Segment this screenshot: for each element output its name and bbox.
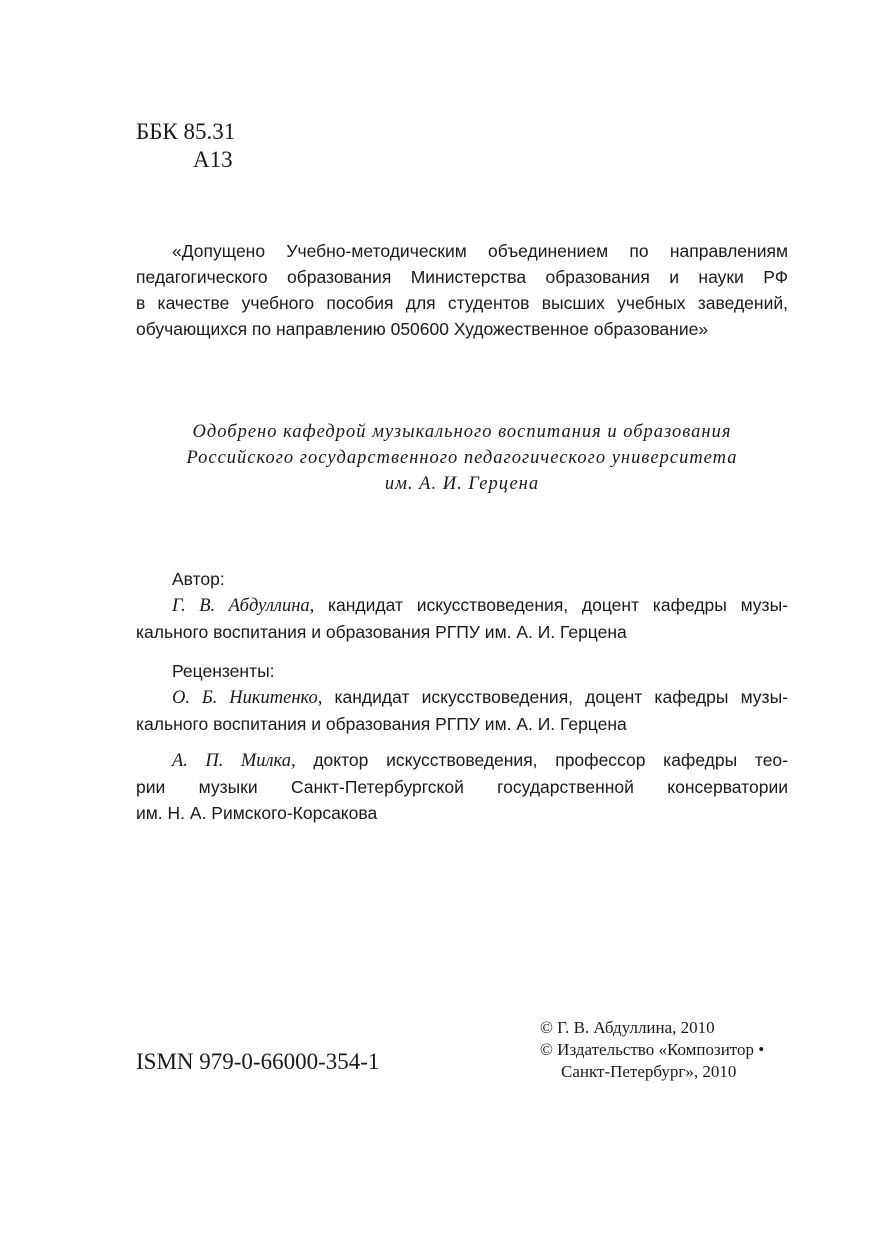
author-section	[136, 566, 788, 645]
author-line: кального воспитания и образования РГПУ им. А. И. Герцена	[136, 622, 627, 642]
reviewer-entry	[136, 684, 788, 737]
reviewer-name: О. Б. Никитенко,	[172, 688, 323, 708]
author-entry	[136, 592, 788, 645]
author-line	[136, 592, 788, 619]
copyright-line: Санкт-Петербург», 2010	[561, 1062, 737, 1081]
author-name: Г. В. Абдуллина,	[172, 596, 315, 616]
copyright-block	[540, 1017, 800, 1083]
ismn-number: ISMN 979-0-66000-354-1	[136, 1049, 380, 1074]
author-credentials: кандидат искусствоведения, доцент кафедры музы-	[314, 595, 788, 615]
approval-line: в качестве учебного пособия для студентов высших учебных заведений,	[136, 293, 788, 313]
reviewers-section	[136, 658, 788, 826]
reviewer-line: кального воспитания и образования РГПУ им. А. И. Герцена	[136, 714, 627, 734]
endorsement-line: им. А. И. Герцена	[384, 474, 540, 494]
reviewer-line: рии музыки Санкт-Петербургской государственной консерватории	[136, 777, 788, 797]
department-endorsement	[136, 419, 788, 497]
bbk-code: ББК 85.31	[136, 119, 236, 144]
reviewer-credentials: доктор искусствоведения, профессор кафедры тео-	[295, 750, 788, 770]
reviewer-line	[136, 747, 788, 774]
approval-line: «Допущено Учебно-методическим объединением по направлениям	[172, 241, 788, 261]
reviewer-credentials: кандидат искусствоведения, доцент кафедры музы-	[322, 687, 788, 707]
copyright-line: © Издательство «Композитор •	[540, 1040, 765, 1059]
endorsement-line: Российского государственного педагогического университета	[186, 448, 738, 468]
endorsement-line: Одобрено кафедрой музыкального воспитания и образования	[192, 422, 732, 442]
approval-statement	[136, 238, 788, 342]
approval-line: обучающихся по направлению 050600 Художественное образование»	[136, 319, 709, 339]
author-heading: Автор:	[172, 569, 225, 589]
reviewers-heading: Рецензенты:	[172, 661, 275, 681]
copyright-line: © Г. В. Абдуллина, 2010	[540, 1018, 715, 1037]
reviewer-entry	[136, 747, 788, 826]
bbk-author-sign: А13	[193, 147, 233, 172]
reviewer-name: А. П. Милка,	[172, 751, 296, 771]
reviewer-line	[136, 684, 788, 711]
reviewer-line: им. Н. А. Римского-Корсакова	[136, 803, 378, 823]
approval-line: педагогического образования Министерства образования и науки РФ	[136, 267, 788, 287]
